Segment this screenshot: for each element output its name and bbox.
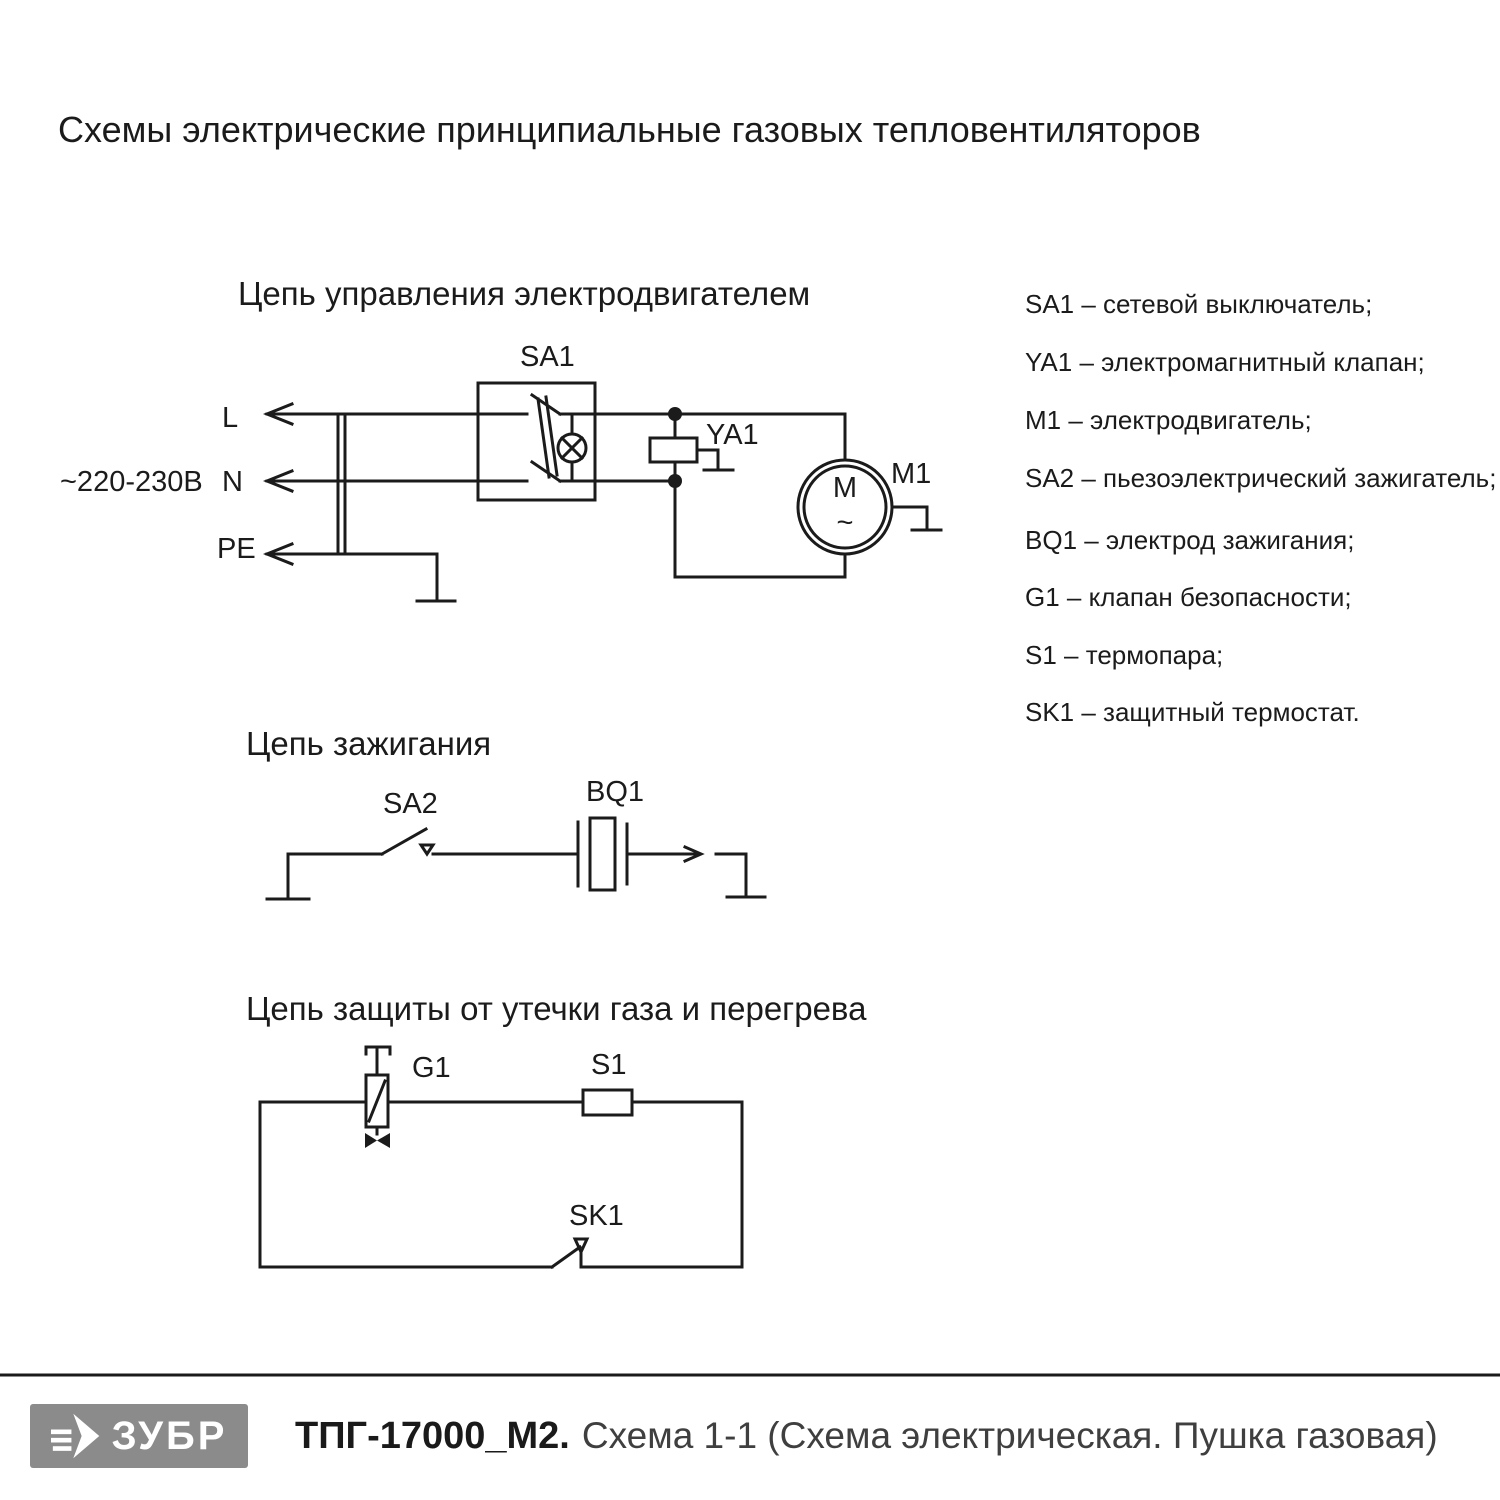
motor-ac-symbol: ~: [836, 507, 854, 539]
zubr-logo: [30, 1404, 248, 1468]
sa1-label: SA1: [520, 341, 575, 373]
ya1-label: YA1: [706, 419, 759, 451]
footer-caption: [295, 1415, 1438, 1458]
motor-letter: M: [832, 472, 858, 504]
brand-name: ЗУБР: [111, 1414, 228, 1458]
pe-ground-icon: [417, 554, 455, 601]
ignition-title: Цепь зажигания: [246, 725, 492, 762]
protection-circuit: [246, 990, 867, 1267]
s1-thermocouple: [583, 1090, 632, 1115]
s1-label: S1: [591, 1049, 627, 1081]
line-pe-label: PE: [217, 533, 256, 565]
bq1-label: BQ1: [586, 776, 645, 808]
g1-valve: [365, 1047, 390, 1148]
valve-bowtie-icon: [365, 1133, 377, 1148]
legend-item: YA1 – электромагнитный клапан;: [1025, 347, 1425, 377]
ignition-right-ground-icon: [716, 854, 765, 897]
model-number: ТПГ-17000_М2.: [295, 1414, 570, 1457]
g1-label: G1: [412, 1052, 451, 1084]
legend: [1025, 289, 1496, 727]
protection-title: Цепь защиты от утечки газа и перегрева: [246, 990, 867, 1027]
contact-triangle-icon: [421, 845, 433, 854]
sk1-thermostat: [552, 1239, 587, 1267]
footer: [30, 1404, 1438, 1468]
ignition-circuit: [246, 725, 765, 899]
legend-item: S1 – термопара;: [1025, 640, 1224, 670]
legend-item: BQ1 – электрод зажигания;: [1025, 525, 1355, 555]
m1-label: M1: [891, 458, 932, 490]
sa2-switch: [382, 829, 433, 854]
legend-item: SK1 – защитный термостат.: [1025, 697, 1360, 727]
voltage-label: ~220-230В: [60, 466, 203, 498]
zubr-logo-icon: [51, 1411, 103, 1461]
scheme-caption: Схема 1-1 (Схема электрическая. Пушка газовая): [581, 1414, 1438, 1456]
line-n-label: N: [222, 466, 243, 498]
legend-item: SA2 – пьезоэлектрический зажигатель;: [1025, 463, 1497, 493]
page-title: Схемы электрические принципиальные газовых тепловентиляторов: [58, 109, 1201, 150]
legend-item: M1 – электродвигатель;: [1025, 405, 1312, 435]
motor-control-circuit: [60, 275, 941, 601]
sk1-label: SK1: [569, 1200, 624, 1232]
legend-item: SA1 – сетевой выключатель;: [1025, 289, 1373, 319]
valve-bowtie-icon: [377, 1133, 390, 1148]
ignition-left-ground-icon: [267, 854, 309, 899]
motor-control-title: Цепь управления электродвигателем: [238, 275, 811, 312]
legend-item: G1 – клапан безопасности;: [1025, 582, 1352, 612]
bq1-electrode: [578, 818, 627, 890]
sa2-label: SA2: [383, 788, 438, 820]
line-l-label: L: [222, 402, 239, 434]
